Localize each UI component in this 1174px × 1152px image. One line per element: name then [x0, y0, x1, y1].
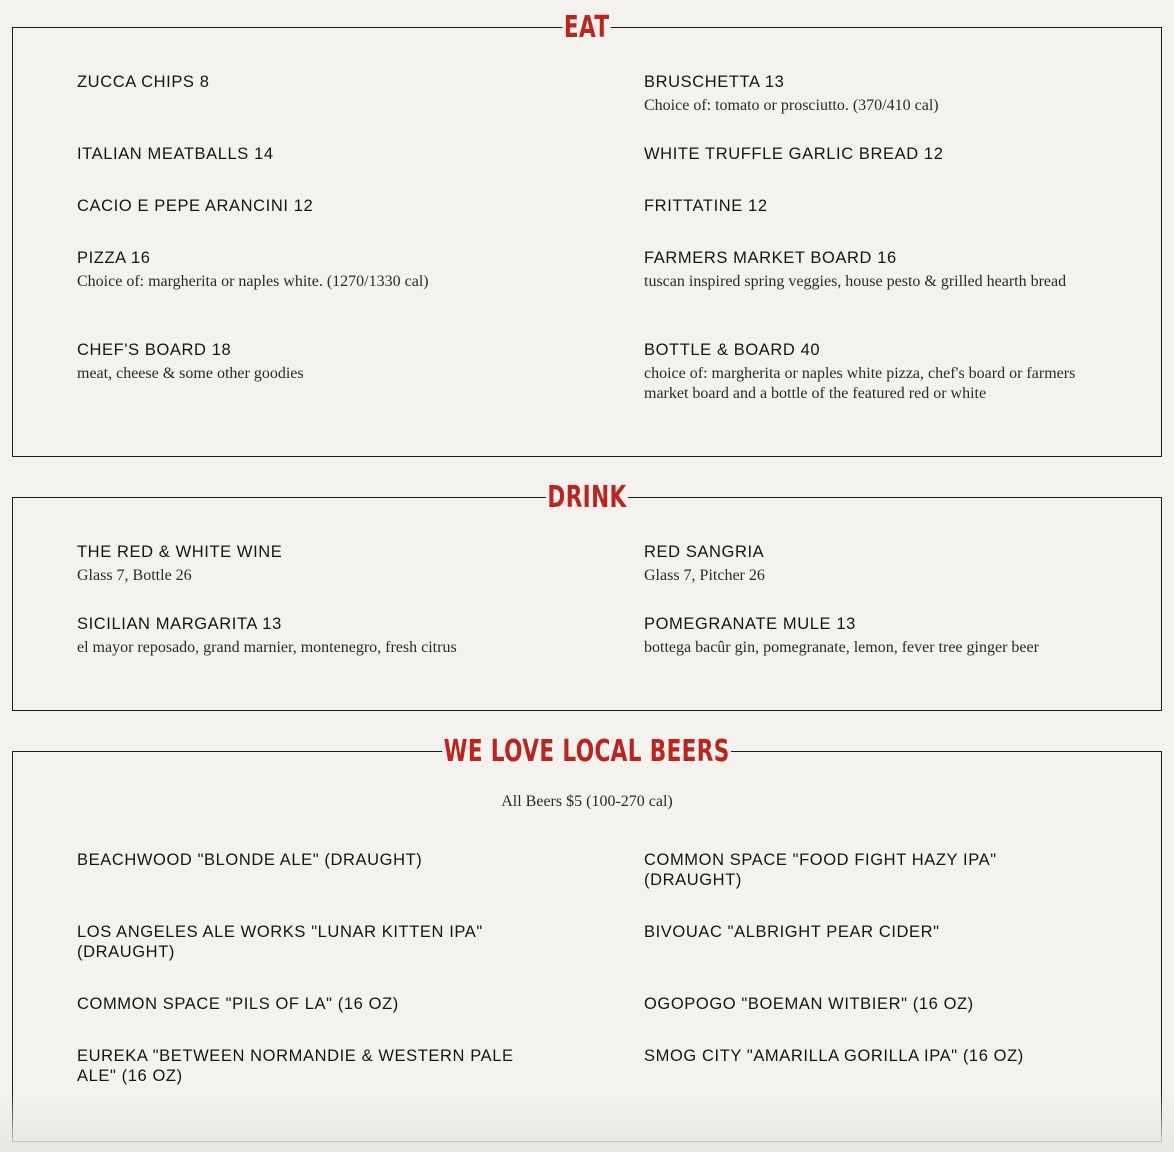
menu-item — [644, 144, 1104, 164]
item-name: WHITE TRUFFLE GARLIC BREAD 12 — [644, 145, 944, 163]
menu-item — [77, 542, 547, 586]
menu-item — [77, 922, 527, 962]
item-name: BRUSCHETTA 13 — [644, 73, 785, 91]
item-name: POMEGRANATE MULE 13 — [644, 615, 856, 633]
item-name: THE RED & WHITE WINE — [77, 543, 283, 561]
eat-section-title: EAT — [564, 10, 610, 45]
item-name: FARMERS MARKET BOARD 16 — [644, 249, 897, 267]
item-name: FRITTATINE 12 — [644, 197, 768, 215]
menu-item — [644, 542, 1104, 586]
menu-item — [644, 1046, 1104, 1066]
item-name: CACIO E PEPE ARANCINI 12 — [77, 197, 314, 215]
eat-section — [12, 10, 1162, 457]
item-description: meat, cheese & some other goodies — [77, 365, 304, 382]
menu-item — [644, 72, 1104, 116]
item-name: ZUCCA CHIPS 8 — [77, 73, 210, 91]
menu-item — [77, 1046, 547, 1086]
item-description: Glass 7, Bottle 26 — [77, 567, 192, 584]
item-name: COMMON SPACE "FOOD FIGHT HAZY IPA" (DRAUGHT) — [644, 851, 997, 889]
menu-item — [77, 340, 547, 384]
menu-item — [77, 248, 547, 292]
item-name: CHEF'S BOARD 18 — [77, 341, 232, 359]
menu-item — [644, 614, 1104, 658]
drink-section — [12, 480, 1162, 711]
item-name: SMOG CITY "AMARILLA GORILLA IPA" (16 OZ) — [644, 1047, 1024, 1065]
menu-item — [644, 248, 1104, 292]
menu-item — [644, 196, 1104, 216]
item-description: Choice of: tomato or prosciutto. (370/410 cal) — [644, 97, 939, 114]
menu-item — [77, 72, 547, 92]
drink-section-title: DRINK — [547, 480, 627, 515]
beer-price-note: All Beers $5 (100-270 cal) — [501, 793, 673, 810]
item-name: LOS ANGELES ALE WORKS "LUNAR KITTEN IPA" (DRAUGHT) — [77, 923, 483, 961]
item-name: BIVOUAC "ALBRIGHT PEAR CIDER" — [644, 923, 940, 941]
menu-item — [77, 614, 547, 658]
item-name: PIZZA 16 — [77, 249, 151, 267]
item-name: OGOPOGO "BOEMAN WITBIER" (16 OZ) — [644, 995, 974, 1013]
menu-item — [644, 340, 1104, 404]
menu-item — [77, 850, 547, 870]
item-name: COMMON SPACE "PILS OF LA" (16 OZ) — [77, 995, 399, 1013]
item-name: BEACHWOOD "BLONDE ALE" (DRAUGHT) — [77, 851, 423, 869]
beers-section — [12, 734, 1162, 1142]
item-description: Choice of: margherita or naples white. (1270/1330 cal) — [77, 273, 429, 290]
menu-item — [77, 994, 547, 1014]
menu-item — [77, 196, 547, 216]
beers-section-title: WE LOVE LOCAL BEERS — [443, 734, 731, 769]
item-name: SICILIAN MARGARITA 13 — [77, 615, 282, 633]
item-name: BOTTLE & BOARD 40 — [644, 341, 821, 359]
item-description: bottega bacûr gin, pomegranate, lemon, fever tree ginger beer — [644, 639, 1039, 656]
item-name: ITALIAN MEATBALLS 14 — [77, 145, 274, 163]
item-description: tuscan inspired spring veggies, house pesto & grilled hearth bread — [644, 273, 1067, 290]
menu-item — [644, 850, 1064, 890]
item-name: EUREKA "BETWEEN NORMANDIE & WESTERN PALE ALE" (16 OZ) — [77, 1047, 514, 1085]
menu-item — [644, 994, 1104, 1014]
item-description: Glass 7, Pitcher 26 — [644, 567, 765, 584]
item-description: choice of: margherita or naples white pizza, chef's board or farmers market board and a bottle of the featured red or white — [644, 365, 1076, 402]
menu-item — [644, 922, 1104, 942]
menu-item — [77, 144, 547, 164]
item-name: RED SANGRIA — [644, 543, 765, 561]
item-description: el mayor reposado, grand marnier, montenegro, fresh citrus — [77, 639, 457, 656]
